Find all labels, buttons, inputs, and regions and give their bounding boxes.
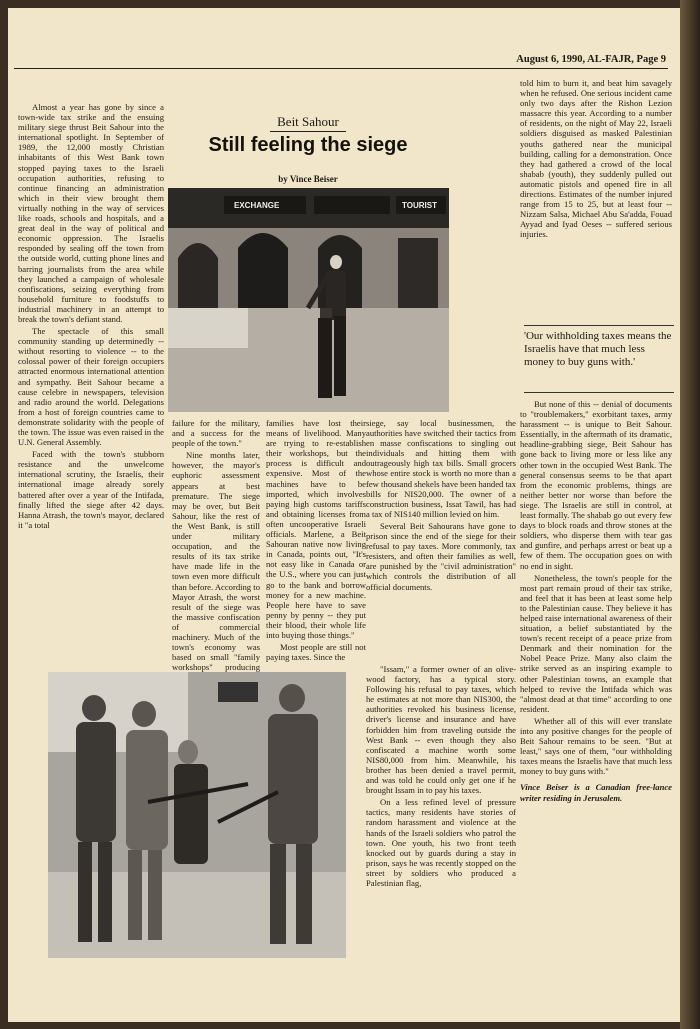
newspaper-page (8, 8, 680, 1022)
pull-quote: 'Our withholding taxes means the Israelis have that much less money to buy guns with.' (524, 325, 674, 393)
tourist-sign: TOURIST (402, 201, 437, 210)
paragraph: siege, say local businessmen, the authorities have switched their tactics from en masse confiscations to singling out individuals and hitting them with outrageously high tax bills. Small grocers whose entire stock is worth no more than a few thousand shekels have been handed tax bills for NIS20,000. The owner of a construction business, Issat Tawil, has had a tax of NIS140 million levied on him. (366, 418, 516, 519)
paragraph: Whether all of this will ever translate into any positive changes for the people of Beit Sahour remains to be seen. "But at least," says one of them, "our withholding taxes means the Israelis have that much less money to buy guns with." (520, 715, 672, 777)
page-dateline: August 6, 1990, AL-FAJR, Page 9 (516, 54, 666, 65)
article-byline: by Vince Beiser (278, 174, 338, 184)
column-5-continued (520, 399, 672, 805)
paragraph: "Issam," a former owner of an olive-wood factory, has a typical story. Following his refusal to pay taxes, which he estimates at not more than NIS300, the authorities revoked his business license, driver's license and insurance and have forbidden him from traveling outside the West Bank -- even though they also confiscated a machine worth some NIS80,000 from him. Meanwhile, his brother has been denied a travel permit, and was told he could only get one if he brought Issam in to pay his taxes. (366, 664, 516, 796)
photo-street-scene (168, 188, 449, 412)
page-binding-edge (680, 0, 700, 1029)
paragraph: Faced with the town's stubborn resistance and the unwelcome international scrutiny, the Israelis, their international image already sorely battered after over a year of the Intifada, finally lifted the siege after 42 days. Hanna Atrash, the town's mayor, declared it "a total (18, 449, 164, 530)
paragraph: Nine months later, however, the mayor's euphoric assessment appears at best premature. The siege may be over, but Beit Sahour, like the rest of the West Bank, is still under military occupation, and the results of its tax strike have made life in the town even more difficult than before. According to Mayor Atrash, the worst result of the siege was the massive confiscation of commercial machinery. Much of the town's economy was based on small "family workshops" producing (172, 450, 260, 673)
column-4 (366, 418, 516, 594)
article-headline: Still feeling the siege (208, 134, 408, 156)
article-kicker: Beit Sahour (270, 114, 346, 132)
paragraph: Almost a year has gone by since a town-wide tax strike and the ensuing military siege thrust Beit Sahour into the international spotlight. In September of 1989, the 12,000 mostly Christian inhabitants of this West Bank town stopped paying taxes to the Israeli occupation authorities, refusing to continue financing an administration which in their view brought them virtually nothing in the way of services like roads, schools and hospitals, and a great deal in the way of political and economic oppression. The Israelis responded by sealing off the town from the outside world, cutting phone lines and barring journalists from the area while they launched a campaign of wholesale confiscations, seizing everything from household furniture to foodstuffs to industrial machinery in an attempt to break the town's defiant stand. (18, 102, 164, 324)
soldiers-image (48, 672, 346, 958)
paragraph: The spectacle of this small community standing up determinedly -- without resorting to violence -- to the colossal power of their foreign occupiers attracted enormous international attention and sympathy. Beit Sahour became a cause celebre in newspapers, television and radio around the world. Delegations from a host of foreign countries came to demonstrate solidarity with the people of the town. The issue was even raised in the U.N. General Assembly. (18, 326, 164, 448)
photo-soldiers (48, 672, 346, 958)
column-4-continued (366, 664, 516, 890)
paragraph: Nonetheless, the town's people for the most part remain proud of their tax strike, and feel that it has been at least some help to the Palestinian cause. They believe it has helped raise international awareness of their situation, a belief substantiated by the town's recent receipt of a peace prize from Denmark and their nomination for the Nobel Peace Prize. Many also claim the strike served as an inspiring example to other Palestinian towns, an example that helped to revive the Intifada which was "almost dead at that time" according to one resident. (520, 572, 672, 714)
bleed-through-text (158, 16, 658, 56)
paragraph: Several Beit Sahourans have gone to prison since the end of the siege for their refusal to pay taxes. More commonly, tax resisters, and often their families as well, are punished by the "civil administration" which controls the distribution of all official documents. (366, 520, 516, 592)
paragraph: On a less refined level of pressure tactics, many residents have stories of random harassment and violence at the hands of the Israeli soldiers who patrol the town. One youth, his two front teeth knocked out by guards during a stay in prison, says he was recently stopped on the street by soldiers who produced a Palestinian flag, (366, 797, 516, 888)
paragraph: families have lost their means of livelihood. Many are trying to re-establish their workshops, but the process is difficult and expensive. Most of the machines have to be imported, which involves paying high customs tariffs and obtaining licenses from often uncooperative Israeli officials. Marlene, a Beit Sahouran native now living in Canada, points out, "It's not easy like in Canada or the U.S., where you can just go to the bank and borrow money for a new machine. People here have to save penny by penny -- they put their blood, their whole life into buying those things." (266, 418, 366, 640)
paragraph: But none of this -- denial of documents to "troublemakers," exorbitant taxes, army harassment -- is unique to Beit Sahour. Essentially, in the aftermath of its dramatic, headline-grabbing siege, Beit Sahour has gone back to living more or less like any other town in the occupied West Bank. The general consensus seems to be that apart from the economic problems, things are neither better nor worse than before the siege. The Israelis are still in control, at least formally. The shabab go out every few days to block roads and throw stones at the soldiers, who disperse them with tear gas and gunfire, and perhaps arrest or beat up a few of them. The occupation goes on with no end in sight. (520, 399, 672, 571)
column-1 (18, 102, 164, 532)
author-credit: Vince Beiser is a Canadian free-lance writer residing in Jerusalem. (520, 782, 672, 803)
exchange-sign: EXCHANGE (234, 201, 280, 210)
paragraph: failure for the military, and a success for the people of the town." (172, 418, 260, 449)
paragraph: told him to burn it, and beat him savagely when he refused. One serious incident came only two days after the Rishon Lezion massacre this year. According to a number of residents, on the night of May 22, Israeli soldiers disguised as masked Palestinian youths gathered near the municipal building, calling for a demonstration. Once they had gathered a crowd of the local shabab (youth), they suddenly pulled out automatic pistols and opened fire in all directions. Estimates of the number injured range from 15 to 25, but at least four -- Nizzam Salsa, Michael Abu Sa'adda, Fouad Ayyad and Iyad Oeses -- suffered serious injuries. (520, 78, 672, 240)
street-scene-image (168, 188, 449, 412)
column-3 (266, 418, 366, 664)
top-rule (14, 68, 668, 69)
column-2 (172, 418, 260, 715)
column-5 (520, 78, 672, 242)
paragraph: Most people are still not paying taxes. Since the (266, 642, 366, 663)
